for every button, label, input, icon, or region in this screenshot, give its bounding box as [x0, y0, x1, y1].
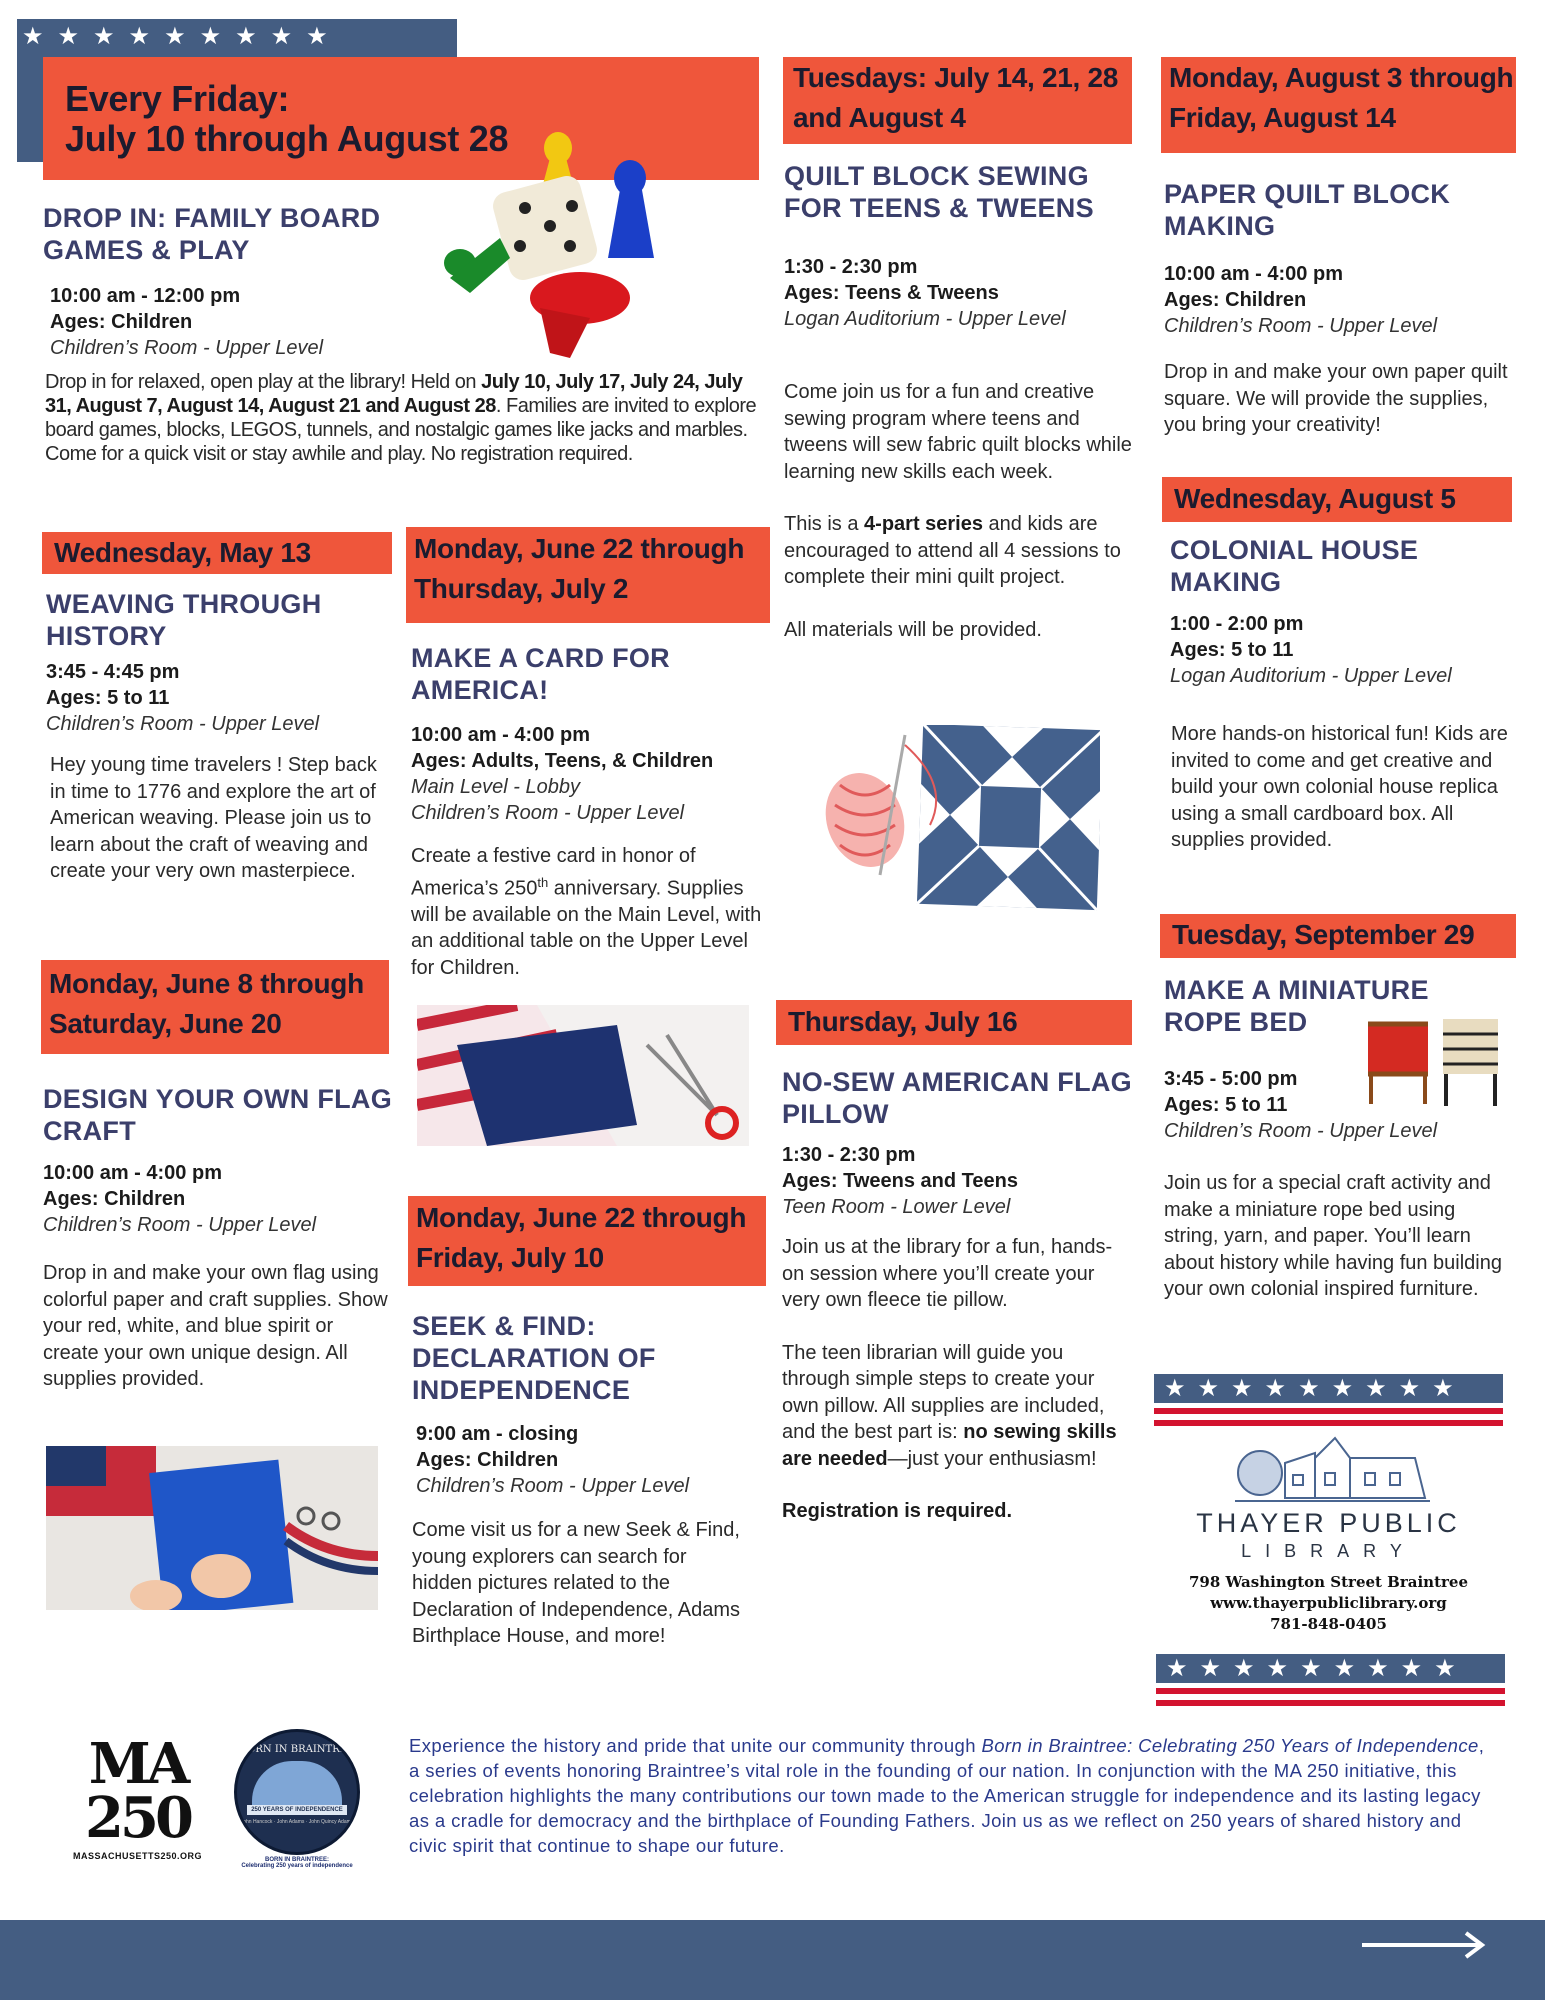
event-date-e10: Tuesday, September 29 [1160, 914, 1516, 958]
event-details-e1: 10:00 am - 12:00 pm Ages: Children Children’s Room - Upper Level [50, 285, 324, 359]
description-paragraph [43, 1260, 388, 1393]
description-paragraph [50, 752, 385, 885]
event-description-e6 [784, 379, 1132, 669]
stars-band-top: ★★★★★★★★★ [1154, 1374, 1503, 1403]
text-segment: anniversary. Supplies will be available on the Main Level, with an additional table on the Upper Level for Children. [411, 877, 762, 979]
event-date-e1: Every Friday: July 10 through August 28 [43, 57, 759, 180]
event-title-e7: NO-SEW AMERICAN FLAG PILLOW [782, 1067, 1132, 1129]
text-segment: The teen librarian will guide you through simple steps to create your own pillow. All supplies are included, and the best part is: [782, 1341, 1105, 1443]
description-paragraph [784, 511, 1132, 591]
text-segment: Come join us for a fun and creative sewing program where teens and tweens will sew fabric quilt blocks while learning new skills each week. [784, 381, 1132, 483]
text-segment: Registration is required. [782, 1500, 1013, 1522]
event-title-e4: MAKE A CARD FOR AMERICA! [411, 643, 670, 705]
text-segment: Born in Braintree: Celebrating 250 Years of Independence [981, 1735, 1479, 1756]
description-paragraph [782, 1498, 1132, 1525]
event-description-e5 [412, 1517, 752, 1676]
text-segment: More hands-on historical fun! Kids are invited to come and get creative and build your own colonial house replica using a small cardboard box. All supplies provided. [1171, 723, 1508, 851]
event-title-e8: PAPER QUILT BLOCK MAKING [1164, 179, 1451, 241]
event-description-e2 [50, 752, 385, 911]
event-details-e7: 1:30 - 2:30 pm Ages: Tweens and Teens Teen Room - Lower Level [782, 1144, 1018, 1218]
stripe [1154, 1408, 1503, 1414]
event-title-e10: MAKE A MINIATURE ROPE BED [1164, 975, 1429, 1037]
description-paragraph [1171, 721, 1513, 854]
event-details-e2: 3:45 - 4:45 pm Ages: 5 to 11 Children’s Room - Upper Level [46, 661, 320, 735]
event-title-e5: SEEK & FIND: DECLARATION OF INDEPENDENCE [412, 1311, 656, 1405]
library-address: 798 Washington Street Braintree [1188, 1573, 1469, 1591]
stars-decoration: ★★★★★★★★★ [22, 23, 342, 50]
flag-fabric-image [417, 1005, 749, 1146]
quilt-block-image [810, 725, 1100, 915]
text-segment: no sewing skills are needed [782, 1421, 1117, 1470]
text-segment: Drop in and make your own paper quilt square. We will provide the supplies, you bring your creativity! [1164, 361, 1508, 436]
stars-band-bottom: ★★★★★★★★★ [1156, 1654, 1505, 1683]
description-paragraph [45, 370, 761, 466]
event-date-e6: Tuesdays: July 14, 21, 28 and August 4 [783, 57, 1132, 144]
text-segment: Experience the history and pride that unite our community through [409, 1735, 982, 1756]
event-date-e8: Monday, August 3 through Friday, August 14 [1161, 57, 1516, 153]
event-title-e1: DROP IN: FAMILY BOARD GAMES & PLAY [43, 203, 381, 265]
text-segment: This is a [784, 513, 865, 535]
stripe [1156, 1700, 1505, 1706]
description-paragraph [784, 617, 1132, 644]
event-details-e4: 10:00 am - 4:00 pm Ages: Adults, Teens, & Children Main Level - Lobby Children’s Room - Upper Level [411, 724, 714, 824]
text-segment: th [537, 874, 549, 890]
event-title-e9: COLONIAL HOUSE MAKING [1170, 535, 1419, 597]
event-title-e6: QUILT BLOCK SEWING FOR TEENS & TWEENS [784, 161, 1094, 223]
event-description-e3 [43, 1260, 388, 1419]
text-segment: —just your enthusiasm! [887, 1447, 1097, 1470]
footer-paragraph [409, 1733, 1499, 1858]
description-paragraph [782, 1340, 1132, 1473]
library-building-image [1235, 1433, 1430, 1505]
event-title-e2: WEAVING THROUGH HISTORY [46, 589, 322, 651]
event-description-e4 [411, 843, 769, 1007]
event-details-e3: 10:00 am - 4:00 pm Ages: Children Children’s Room - Upper Level [43, 1162, 317, 1236]
text-segment: 4-part series [864, 513, 983, 535]
text-segment: Join us for a special craft activity and make a miniature rope bed using string, yarn, and paper. You’ll learn about history while having fun building your own colonial inspired furniture. [1164, 1172, 1502, 1300]
event-date-e2: Wednesday, May 13 [42, 532, 392, 574]
text-segment: and kids are encouraged to attend all 4 sessions to complete their mini quilt project. [784, 513, 1121, 588]
bottom-band [0, 1920, 1545, 2000]
description-paragraph [784, 379, 1132, 485]
event-description-e8 [1164, 359, 1514, 465]
stripe [1154, 1420, 1503, 1426]
event-details-e6: 1:30 - 2:30 pm Ages: Teens & Tweens Logan Auditorium - Upper Level [784, 256, 1066, 330]
text-segment: Drop in and make your own flag using colorful paper and craft supplies. Show your red, white, and blue spirit or create your own unique design. All supplies provided. [43, 1262, 388, 1390]
born-in-braintree-logo: BORN IN BRAINTREE 250 YEARS OF INDEPENDENCE John Hancock · John Adams · John Quincy Adams BORN IN BRAINTREE: Celebrating 250 years of independence [230, 1729, 364, 1869]
library-phone: 781-848-0405 [1270, 1615, 1387, 1633]
text-segment: Come visit us for a new Seek & Find, young explorers can search for hidden pictures related to the Declaration of Independence, Adams Birthplace House, and more! [412, 1519, 740, 1647]
description-paragraph [412, 1517, 752, 1650]
event-date-e5: Monday, June 22 through Friday, July 10 [408, 1196, 766, 1286]
ma250-logo: MA 250 MASSACHUSETTS250.ORG [72, 1731, 203, 1861]
event-date-e7: Thursday, July 16 [776, 1000, 1132, 1045]
event-description-e1 [45, 370, 761, 492]
text-segment: All materials will be provided. [784, 618, 1042, 641]
event-date-e4: Monday, June 22 through Thursday, July 2 [406, 527, 770, 623]
library-sub: LIBRARY [1241, 1541, 1416, 1561]
event-date-e3: Monday, June 8 through Saturday, June 20 [41, 960, 389, 1054]
flag-craft-image [46, 1446, 378, 1610]
library-website[interactable]: www.thayerpubliclibrary.org [1210, 1594, 1447, 1612]
event-details-e8: 10:00 am - 4:00 pm Ages: Children Children’s Room - Upper Level [1164, 263, 1438, 337]
stripe [1156, 1688, 1505, 1694]
description-paragraph [411, 843, 769, 981]
board-games-image [440, 128, 676, 364]
library-name: THAYER PUBLIC [1196, 1508, 1461, 1538]
event-title-e3: DESIGN YOUR OWN FLAG CRAFT [43, 1084, 393, 1146]
event-description-e7 [782, 1234, 1132, 1551]
event-date-e9: Wednesday, August 5 [1162, 477, 1512, 522]
text-segment: July 10, July 17, July 24, July 31, August 7, August 14, August 21 and August 28 [45, 371, 743, 417]
text-segment: Join us at the library for a fun, hands-on session where you’ll create your very own fleece tie pillow. [782, 1236, 1113, 1311]
description-paragraph [782, 1234, 1132, 1314]
text-segment: Create a festive card in honor of America’s 250 [411, 845, 696, 900]
text-segment: . Families are invited to explore board games, blocks, LEGOS, tunnels, and nostalgic games like jacks and marbles. Come for a quick visit or stay awhile and play. No registration required. [45, 395, 757, 465]
event-details-e10: 3:45 - 5:00 pm Ages: 5 to 11 Children’s Room - Upper Level [1164, 1068, 1438, 1142]
text-segment: , a series of events honoring Braintree’s vital role in the founding of our nation. In conjunction with the MA 250 initiative, this celebration highlights the many contributions our town made to the American struggle for independence and its lasting legacy as a cradle for democracy and the birthplace of Founding Fathers. Join us as we reflect on 250 years of shared history and civic spirit that continue to shape our future. [409, 1735, 1485, 1856]
description-paragraph [1164, 1170, 1509, 1303]
text-segment: Hey young time travelers ! Step back in time to 1776 and explore the art of American weaving. Please join us to learn about the craft of weaving and create your very own masterpiece. [50, 754, 377, 882]
event-details-e9: 1:00 - 2:00 pm Ages: 5 to 11 Logan Auditorium - Upper Level [1170, 613, 1452, 687]
arrow-right-icon[interactable] [1362, 1930, 1490, 1960]
event-details-e5: 9:00 am - closing Ages: Children Children’s Room - Upper Level [416, 1423, 690, 1497]
description-paragraph [1164, 359, 1514, 439]
event-description-e9 [1171, 721, 1513, 880]
event-description-e10 [1164, 1170, 1509, 1329]
text-segment: Drop in for relaxed, open play at the library! Held on [45, 371, 482, 393]
